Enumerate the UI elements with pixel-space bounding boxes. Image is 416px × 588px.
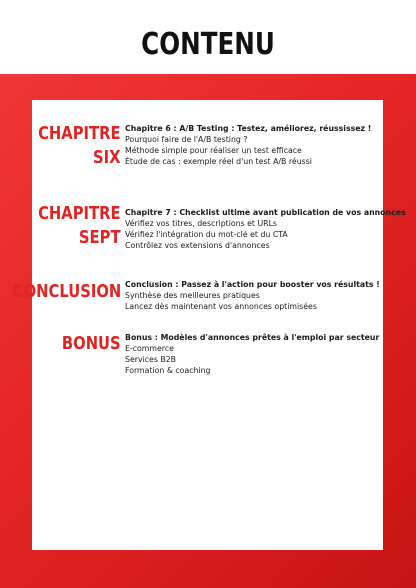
- section-label: [62, 332, 121, 356]
- section-label-line: CHAPITRE: [38, 203, 121, 224]
- list-item: Synthèse des meilleures pratiques: [125, 291, 260, 300]
- list-item: Formation & coaching: [125, 366, 211, 375]
- section-label: [39, 122, 121, 170]
- list-item: Pourquoi faire de l'A/B testing ?: [125, 135, 248, 144]
- list-item: Vérifiez vos titres, descriptions et URLs: [125, 219, 277, 228]
- section-label-line: SEPT: [79, 227, 121, 248]
- list-item: Contrôlez vos extensions d'annonces: [125, 241, 270, 250]
- section-label-line: CONCLUSION: [12, 281, 121, 302]
- header-band: [0, 0, 416, 74]
- section-label: [13, 280, 121, 304]
- section-heading: Chapitre 7 : Checklist ultime avant publication de vos annonces: [125, 208, 406, 217]
- section-items: [125, 332, 380, 376]
- list-item: Services B2B: [125, 355, 177, 364]
- list-item: Étude de cas : exemple réel d'un test A/B réussi: [125, 157, 312, 166]
- list-item: E-commerce: [125, 344, 174, 353]
- section-items: [125, 207, 406, 251]
- section-heading: Conclusion : Passez à l'action pour booster vos résultats !: [125, 280, 380, 289]
- page-title: CONTENU: [141, 27, 275, 62]
- section-label-line: SIX: [93, 147, 121, 168]
- section-items: [125, 279, 380, 312]
- section-label-line: CHAPITRE: [38, 123, 121, 144]
- section-heading: Chapitre 6 : A/B Testing : Testez, améliorez, réussissez !: [125, 124, 372, 133]
- list-item: Vérifiez l'intégration du mot-clé et du CTA: [125, 230, 288, 239]
- list-item: Lancez dès maintenant vos annonces optimisées: [125, 302, 317, 311]
- contents-card: [12, 100, 406, 550]
- section-label-line: BONUS: [62, 333, 121, 354]
- section-heading: Bonus : Modèles d'annonces prêtes à l'emploi par secteur: [125, 333, 380, 342]
- section-label: [39, 202, 121, 250]
- section-items: [125, 123, 377, 167]
- list-item: Méthode simple pour réaliser un test efficace: [125, 146, 302, 155]
